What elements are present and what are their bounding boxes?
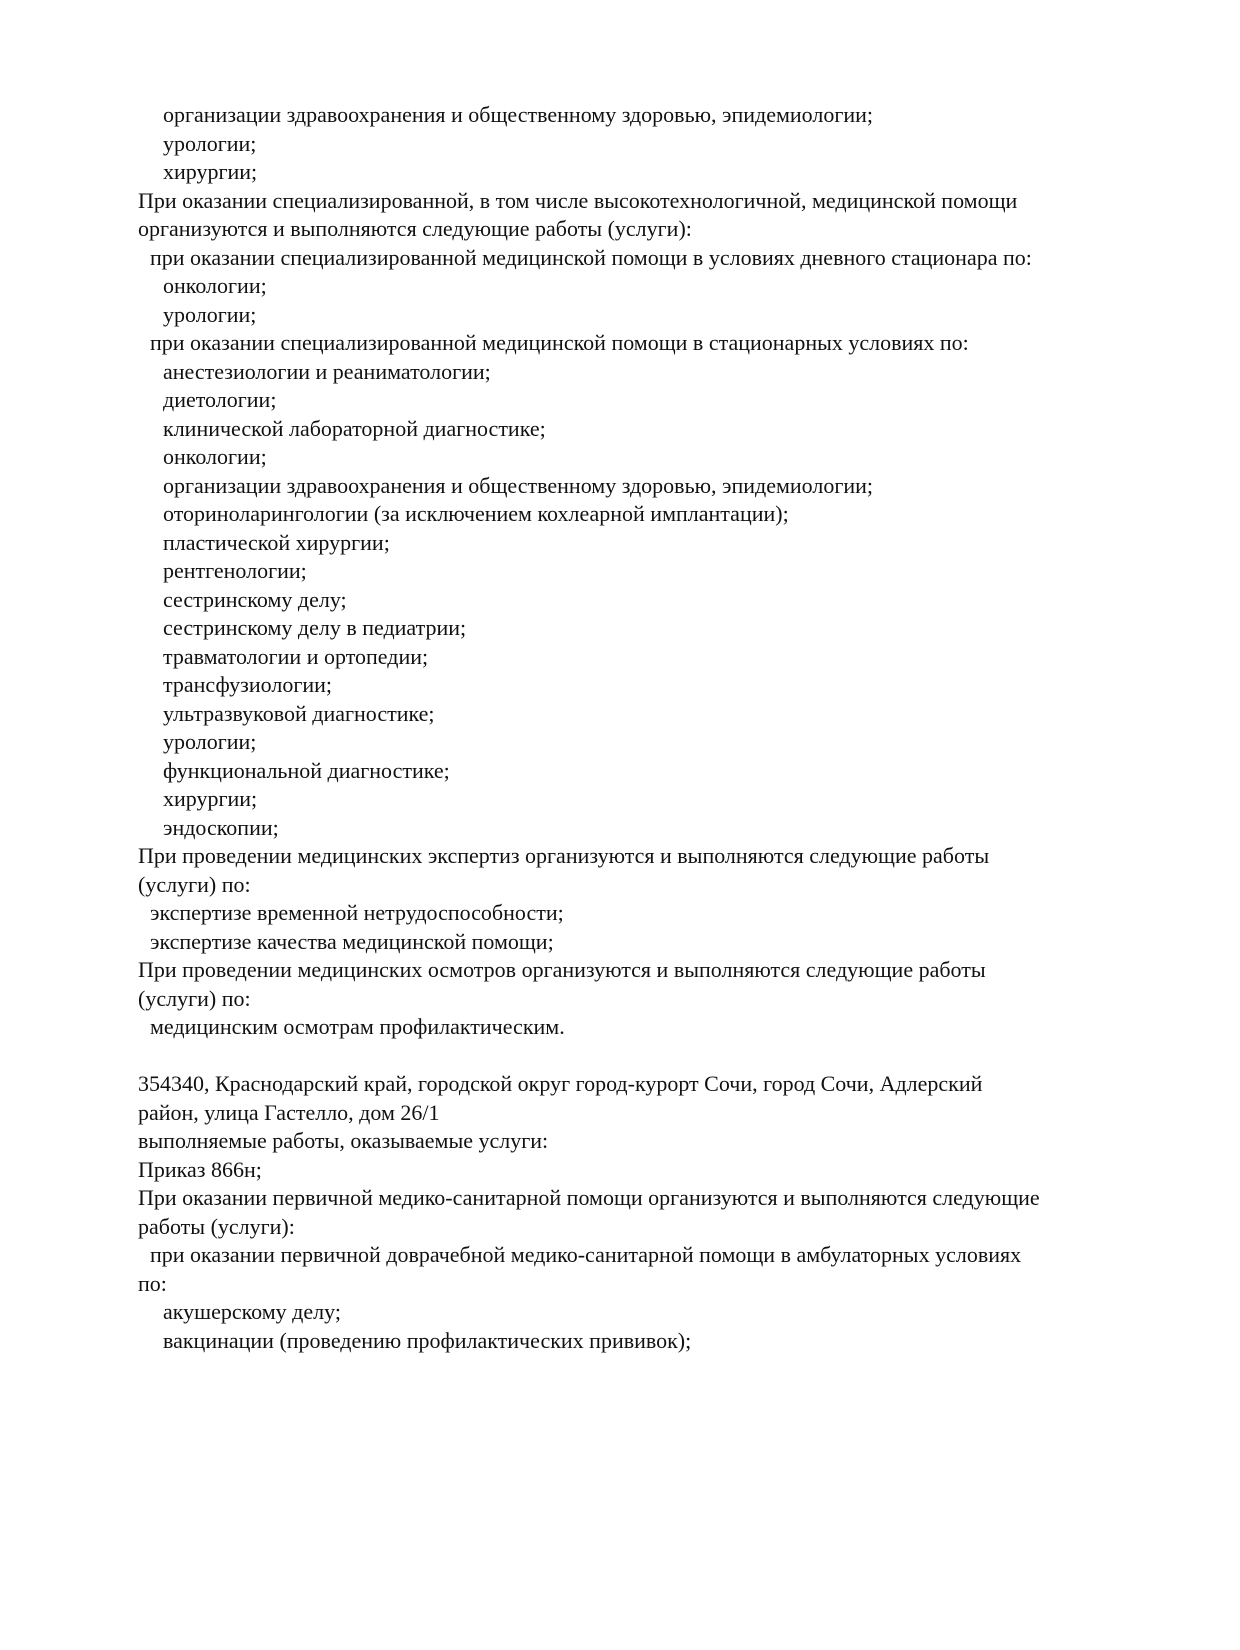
text-line: организуются и выполняются следующие работы (услуги):	[138, 216, 692, 241]
text-line: при оказании первичной доврачебной медико-санитарной помощи в амбулаторных условиях	[150, 1242, 1022, 1267]
text-line: 354340, Краснодарский край, городской округ город-курорт Сочи, город Сочи, Адлерский	[138, 1071, 983, 1096]
text-line: онкологии;	[163, 273, 267, 298]
text-line: работы (услуги):	[138, 1213, 295, 1239]
text-line: онкологии;	[163, 444, 267, 469]
text-line: при оказании специализированной медицинской помощи в стационарных условиях по:	[150, 330, 969, 355]
text-line: При оказании специализированной, в том числе высокотехнологичной, медицинской помощи	[138, 187, 1018, 213]
text-line: ультразвуковой диагностике;	[163, 700, 435, 726]
text-line: урологии;	[163, 729, 257, 754]
text-line: экспертизе временной нетрудоспособности;	[150, 900, 564, 925]
text-line: при оказании специализированной медицинской помощи в условиях дневного стационара по:	[150, 244, 1032, 270]
text-line: вакцинации (проведению профилактических прививок);	[163, 1327, 692, 1353]
blank-line	[138, 1042, 1040, 1071]
text-line: выполняемые работы, оказываемые услуги:	[138, 1128, 549, 1153]
document-body	[138, 101, 1040, 1355]
text-line: При проведении медицинских экспертиз организуются и выполняются следующие работы	[138, 843, 990, 868]
text-line: (услуги) по:	[138, 985, 251, 1011]
text-line: трансфузиологии;	[163, 672, 332, 697]
text-line: урологии;	[163, 301, 257, 327]
text-line: урологии;	[163, 130, 257, 156]
text-line: Приказ 866н;	[138, 1156, 262, 1182]
text-line: сестринскому делу;	[163, 586, 347, 612]
text-line: организации здравоохранения и общественному здоровью, эпидемиологии;	[163, 472, 874, 498]
text-line: сестринскому делу в педиатрии;	[163, 615, 467, 640]
text-line: район, улица Гастелло, дом 26/1	[138, 1099, 440, 1125]
text-line: акушерскому делу;	[163, 1299, 341, 1324]
text-line: оториноларингологии (за исключением кохлеарной имплантации);	[163, 501, 789, 526]
text-line: эндоскопии;	[163, 814, 279, 840]
text-line: пластической хирургии;	[163, 529, 390, 555]
text-line: организации здравоохранения и общественному здоровью, эпидемиологии;	[163, 102, 874, 127]
text-line: экспертизе качества медицинской помощи;	[150, 928, 554, 954]
text-line: При оказании первичной медико-санитарной помощи организуются и выполняются следующие	[138, 1185, 1040, 1210]
text-line: (услуги) по:	[138, 871, 251, 897]
text-line: хирургии;	[163, 159, 258, 184]
text-line: хирургии;	[163, 786, 258, 811]
text-line: по:	[138, 1270, 167, 1296]
text-line: медицинским осмотрам профилактическим.	[150, 1014, 565, 1039]
text-line: рентгенологии;	[163, 558, 307, 583]
text-line: При проведении медицинских осмотров организуются и выполняются следующие работы	[138, 957, 986, 982]
text-line: диетологии;	[163, 387, 277, 412]
text-line: функциональной диагностике;	[163, 757, 450, 783]
text-line: анестезиологии и реаниматологии;	[163, 358, 491, 384]
text-line: клинической лабораторной диагностике;	[163, 415, 546, 441]
text-line: травматологии и ортопедии;	[163, 643, 429, 669]
